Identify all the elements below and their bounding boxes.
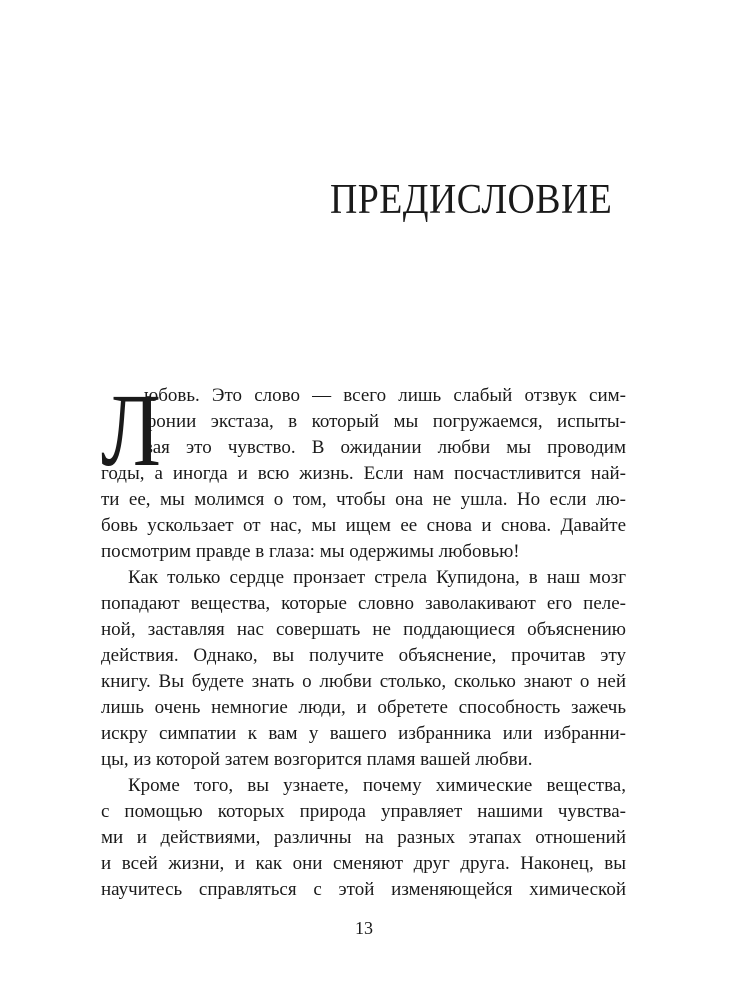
- text-line: фонии экстаза, в который мы погружаемся, испыты-: [144, 411, 626, 432]
- text-line: научитесь справляться с этой изменяющейся химической: [101, 879, 626, 900]
- text-line: с помощью которых природа управляет нашими чувства-: [101, 801, 626, 822]
- paragraph: [101, 565, 626, 773]
- chapter-title: ПРЕДИСЛОВИЕ: [330, 177, 613, 223]
- text-line: ти ее, мы молимся о том, чтобы она не ушла. Но если лю-: [101, 489, 626, 510]
- text-line: книгу. Вы будете знать о любви столько, сколько знают о ней: [101, 671, 626, 692]
- body-text: [101, 373, 626, 903]
- text-line: бовь ускользает от нас, мы ищем ее снова и снова. Давайте: [101, 515, 626, 536]
- text-line: годы, а иногда и всю жизнь. Если нам посчастливится най-: [101, 463, 626, 484]
- text-line: юбовь. Это слово — всего лишь слабый отзвук сим-: [144, 385, 626, 406]
- text-line: попадают вещества, которые словно заволакивают его пеле-: [101, 593, 626, 614]
- page-number: 13: [355, 918, 373, 938]
- text-line: искру симпатии к вам у вашего избранника или избранни-: [101, 723, 626, 744]
- paragraph: [101, 373, 626, 565]
- text-line: цы, из которой затем возгорится пламя вашей любви.: [101, 749, 533, 770]
- text-line: вая это чувство. В ожидании любви мы проводим: [144, 437, 626, 458]
- drop-cap-letter: Л: [101, 373, 161, 488]
- text-line: лишь очень немногие люди, и обретете способность зажечь: [101, 697, 626, 718]
- text-line: ной, заставляя нас совершать не поддающиеся объяснению: [101, 619, 626, 640]
- text-line: и всей жизни, и как они сменяют друг друга. Наконец, вы: [101, 853, 626, 874]
- text-line: посмотрим правде в глаза: мы одержимы любовью!: [101, 541, 520, 562]
- text-line: ми и действиями, различны на разных этапах отношений: [101, 827, 626, 848]
- text-line: действия. Однако, вы получите объяснение, прочитав эту: [101, 645, 626, 666]
- text-line: Кроме того, вы узнаете, почему химические вещества,: [128, 775, 626, 796]
- paragraph: [101, 773, 626, 903]
- text-line: Как только сердце пронзает стрела Купидона, в наш мозг: [128, 567, 626, 588]
